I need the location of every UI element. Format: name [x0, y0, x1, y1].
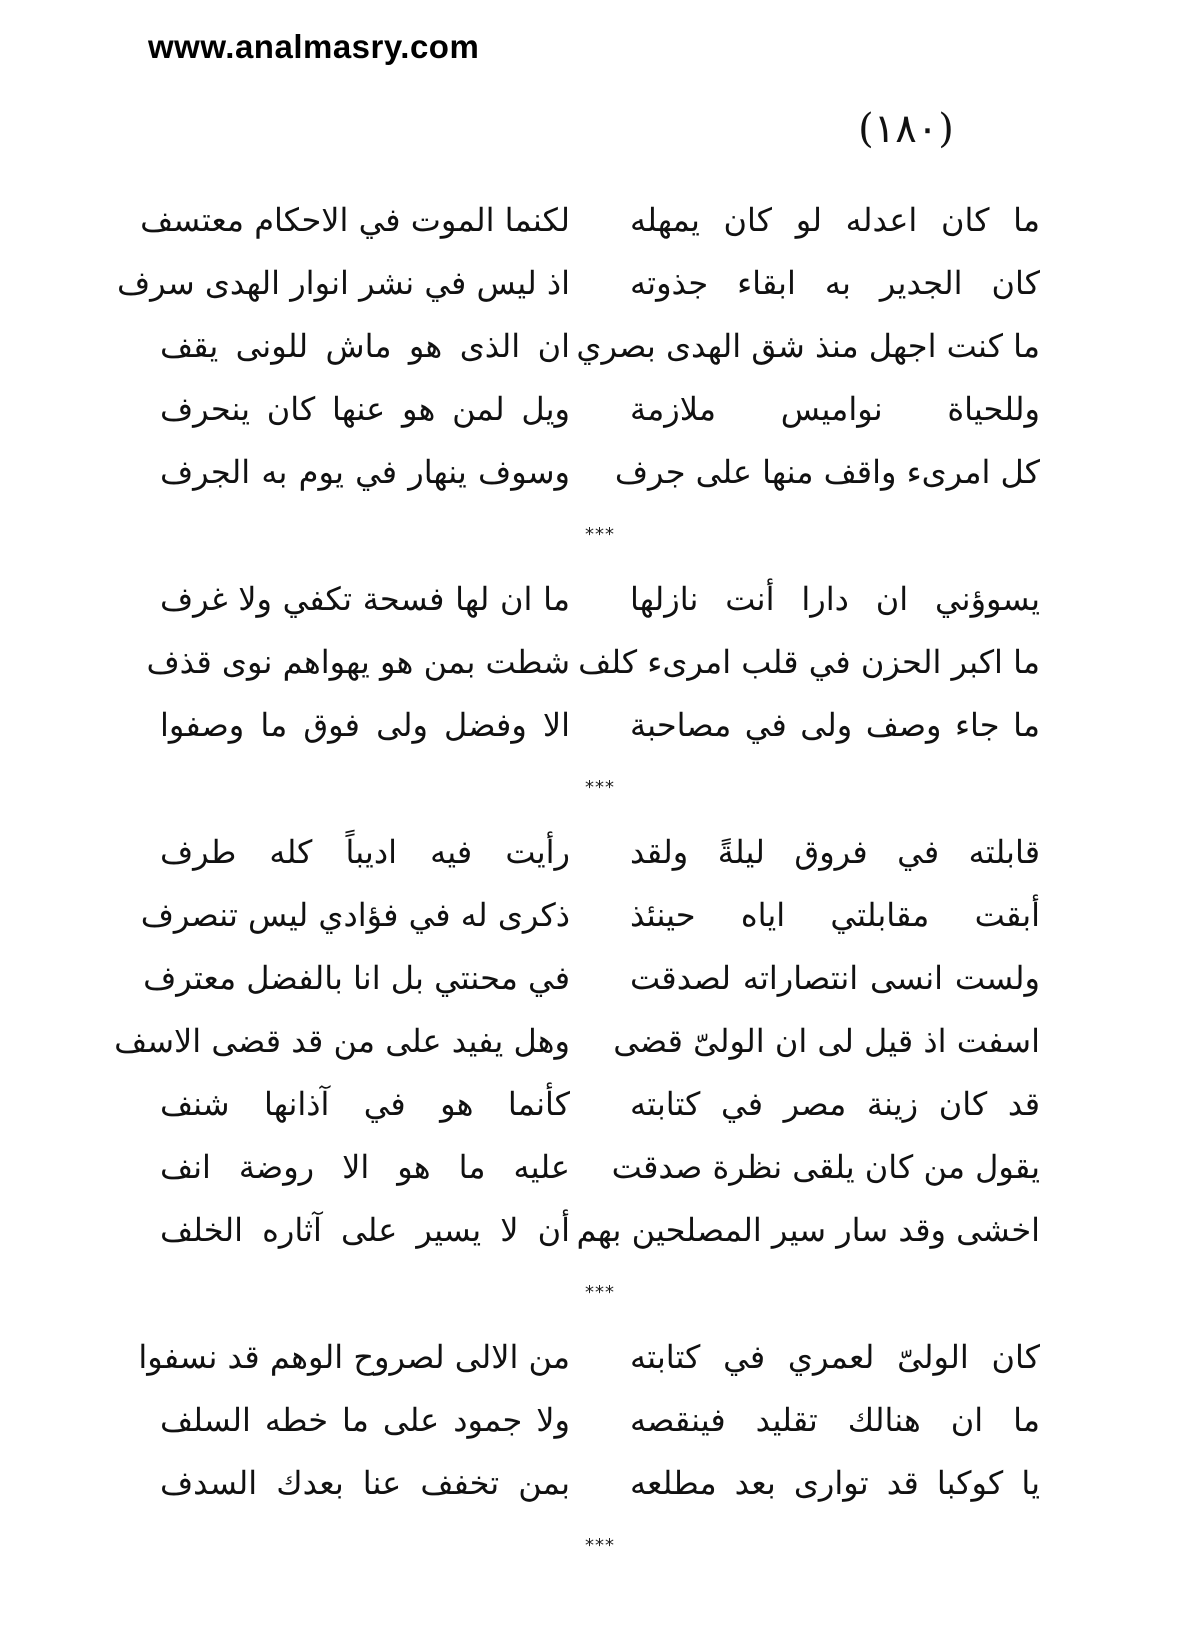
second-hemistich: وهل يفيد على من قد قضى الاسف — [114, 1021, 570, 1060]
first-hemistich: ما جاء وصف ولى في مصاحبة — [630, 705, 1040, 744]
second-hemistich: ويل لمن هو عنها كان ينحرف — [160, 389, 570, 428]
verse-line — [160, 440, 1040, 503]
second-hemistich: ولا جمود على ما خطه السلف — [160, 1400, 570, 1439]
second-hemistich: شطت بمن هو يهواهم نوى قذف — [146, 642, 570, 681]
verse-line — [117, 251, 1040, 314]
verse-line — [160, 693, 1040, 756]
first-hemistich: وللحياة نواميس ملازمة — [630, 389, 1040, 428]
first-hemistich: يسوؤني ان دارا أنت نازلها — [630, 579, 1040, 618]
verse-line — [160, 1451, 1040, 1514]
first-hemistich: اسفت اذ قيل لى ان الولىّ قضى — [613, 1021, 1040, 1060]
second-hemistich: بمن تخفف عنا بعدك السدف — [160, 1463, 570, 1502]
verse-line — [140, 883, 1040, 946]
verse-line — [160, 1072, 1040, 1135]
verse-line — [160, 314, 1040, 377]
first-hemistich: أبقت مقابلتي اياه حينئذ — [630, 895, 1040, 934]
site-watermark: www.analmasry.com — [148, 28, 480, 65]
verse-line — [160, 377, 1040, 440]
first-hemistich: ما كان اعدله لو كان يمهله — [630, 200, 1040, 239]
first-hemistich: اخشى وقد سار سير المصلحين بهم — [576, 1210, 1040, 1249]
first-hemistich: ما ان هنالك تقليد فينقصه — [630, 1400, 1040, 1439]
second-hemistich: كأنما هو في آذانها شنف — [160, 1084, 570, 1123]
verse-line — [160, 820, 1040, 883]
verse-line — [160, 567, 1040, 630]
stanza-separator: *** — [585, 1282, 615, 1303]
second-hemistich: لكنما الموت في الاحكام معتسف — [140, 200, 570, 239]
stanza — [146, 567, 1040, 820]
first-hemistich: يقول من كان يلقى نظرة صدقت — [611, 1147, 1040, 1186]
second-hemistich: رأيت فيه اديباً كله طرف — [160, 832, 570, 871]
second-hemistich: في محنتي بل انا بالفضل معترف — [143, 958, 570, 997]
verse-line — [160, 1198, 1040, 1261]
second-hemistich: ما ان لها فسحة تكفي ولا غرف — [160, 579, 570, 618]
verse-line — [143, 946, 1040, 1009]
stanza — [114, 820, 1040, 1325]
second-hemistich: وسوف ينهار في يوم به الجرف — [160, 452, 570, 491]
verse-line — [114, 1009, 1040, 1072]
first-hemistich: ولست انسى انتصاراته لصدقت — [630, 958, 1040, 997]
first-hemistich: ما اكبر الحزن في قلب امرىء كلف — [578, 642, 1040, 681]
first-hemistich: كل امرىء واقف منها على جرف — [614, 452, 1040, 491]
verse-line — [138, 1325, 1040, 1388]
first-hemistich: يا كوكبا قد توارى بعد مطلعه — [630, 1463, 1040, 1502]
stanza-separator: *** — [585, 777, 615, 798]
first-hemistich: قابلته في فروق ليلةً ولقد — [630, 832, 1040, 871]
verse-line — [160, 1135, 1040, 1198]
stanza-separator: *** — [585, 1535, 615, 1556]
first-hemistich: قد كان زينة مصر في كتابته — [630, 1084, 1040, 1123]
second-hemistich: ذكرى له في فؤادي ليس تنصرف — [140, 895, 570, 934]
first-hemistich: ما كنت اجهل منذ شق الهدى بصري — [576, 326, 1040, 365]
verse-line — [140, 188, 1040, 251]
second-hemistich: اذ ليس في نشر انوار الهدى سرف — [117, 263, 570, 302]
first-hemistich: كان الجدير به ابقاء جذوته — [630, 263, 1040, 302]
second-hemistich: ان الذى هو ماش للونى يقف — [160, 326, 570, 365]
second-hemistich: من الالى لصروح الوهم قد نسفوا — [138, 1337, 570, 1376]
verse-line — [160, 1388, 1040, 1451]
verse-line — [146, 630, 1040, 693]
stanza-separator: *** — [585, 524, 615, 545]
page-number: (١٨٠) — [858, 106, 954, 152]
stanza — [117, 188, 1040, 567]
second-hemistich: أن لا يسير على آثاره الخلف — [160, 1210, 570, 1249]
second-hemistich: الا وفضل ولى فوق ما وصفوا — [160, 705, 570, 744]
stanza — [138, 1325, 1040, 1578]
second-hemistich: عليه ما هو الا روضة انف — [160, 1147, 570, 1186]
poem-body — [114, 188, 1040, 1578]
first-hemistich: كان الولىّ لعمري في كتابته — [630, 1337, 1040, 1376]
